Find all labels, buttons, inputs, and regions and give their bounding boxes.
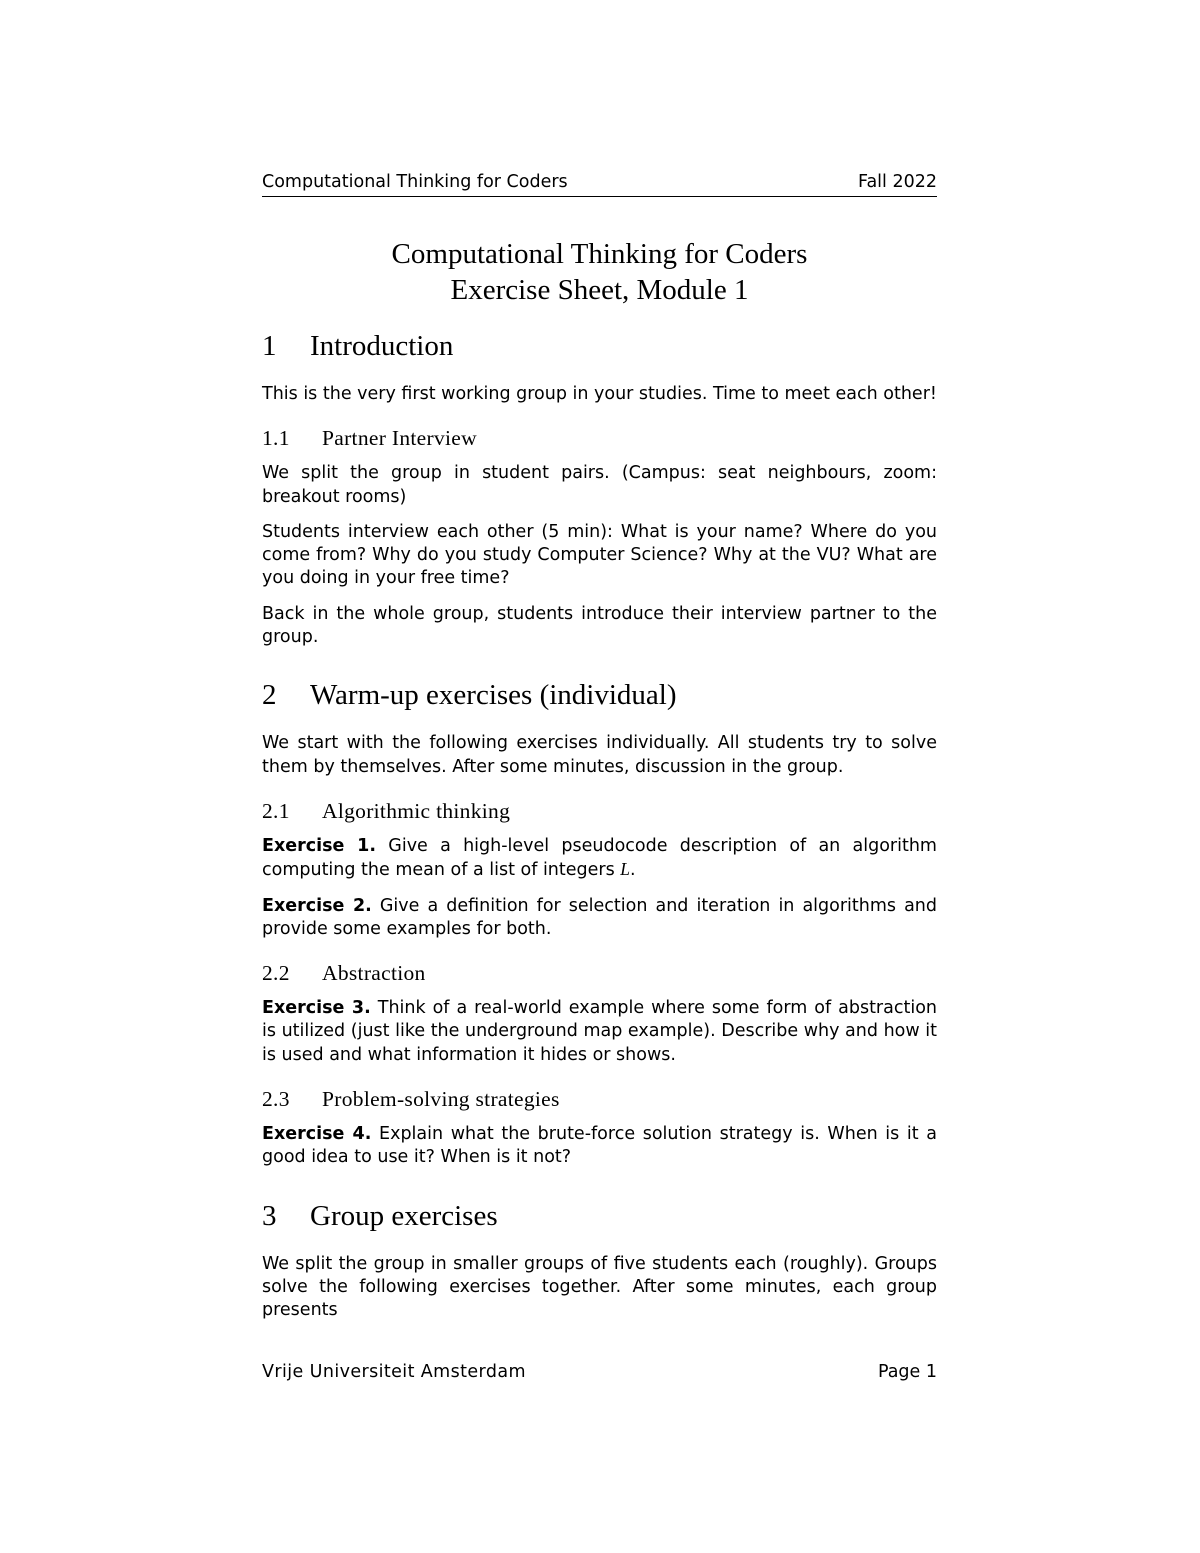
- section-heading-introduction: [262, 328, 937, 364]
- paragraph-interview: Students interview each other (5 min): What is your name? Where do you come from? Why do you study Computer Science? Why at the VU? What are you doing in your free time?: [262, 521, 937, 589]
- subsection-title: Algorithmic thinking: [322, 798, 511, 823]
- paragraph-pairs: We split the group in student pairs. (Campus: seat neighbours, zoom: breakout rooms): [262, 463, 937, 507]
- exercise-text: Think of a real-world example where some form of abstraction is utilized (just like the underground map example). Describe why and how it is used and what information it hides or shows.: [262, 998, 937, 1065]
- section-number: 2: [262, 679, 277, 712]
- subsection-heading-abstraction: [262, 959, 937, 987]
- footer-page-number: Page 1: [877, 1362, 937, 1382]
- subsection-number: 1.1: [262, 426, 290, 451]
- document-body: [262, 328, 937, 1335]
- exercise-label: Exercise 4.: [262, 1124, 372, 1145]
- math-variable: L: [620, 859, 631, 880]
- section-number: 3: [262, 1199, 277, 1232]
- subsection-heading-partner-interview: [262, 424, 937, 452]
- section-title: Group exercises: [310, 1199, 498, 1232]
- exercise-1: Exercise 1. Give a high-level pseudocode description of an algorithm computing the mean of a list of integers L.: [262, 835, 937, 881]
- paragraph-intro: This is the very first working group in your studies. Time to meet each other!: [262, 384, 937, 404]
- exercise-3: [262, 997, 937, 1067]
- exercise-2: [262, 895, 937, 942]
- exercise-text: Give a high-level pseudocode description of an algorithm computing the mean of a list of integers: [262, 835, 937, 881]
- header-course-title: Computational Thinking for Coders: [262, 172, 568, 192]
- page-header: [262, 172, 937, 197]
- section-title: Introduction: [310, 330, 454, 362]
- exercise-text: Explain what the brute-force solution strategy is. When is it a good idea to use it? When is it not?: [262, 1124, 937, 1168]
- section-number: 1: [262, 330, 277, 362]
- paragraph-back: Back in the whole group, students introduce their interview partner to the group.: [262, 603, 937, 648]
- subsection-heading-algorithmic-thinking: [262, 797, 937, 825]
- exercise-label: Exercise 3.: [262, 998, 371, 1019]
- subsection-number: 2.3: [262, 1087, 290, 1112]
- subsection-title: Problem-solving strategies: [322, 1087, 560, 1112]
- subsection-number: 2.2: [262, 961, 290, 986]
- title-line-2: Exercise Sheet, Module 1: [450, 274, 749, 306]
- exercise-label: Exercise 1.: [262, 835, 377, 856]
- paragraph-warmup: We start with the following exercises individually. All students try to solve them by themselves. After some minutes, discussion in the group.: [262, 733, 937, 777]
- exercise-4: [262, 1123, 937, 1170]
- document-title: [262, 236, 937, 308]
- exercise-text: Give a definition for selection and iteration in algorithms and provide some examples for both.: [262, 895, 937, 939]
- section-heading-warmup: [262, 677, 937, 713]
- paragraph-group: We split the group in smaller groups of five students each (roughly). Groups solve the following exercises together. After some minutes, each group presents: [262, 1253, 937, 1321]
- title-line-1: Computational Thinking for Coders: [391, 238, 808, 270]
- header-semester: Fall 2022: [857, 172, 937, 192]
- subsection-heading-problem-solving: [262, 1085, 937, 1113]
- subsection-title: Abstraction: [322, 961, 426, 986]
- footer-university: Vrije Universiteit Amsterdam: [262, 1362, 526, 1382]
- exercise-label: Exercise 2.: [262, 895, 372, 916]
- section-heading-group-exercises: [262, 1198, 937, 1234]
- subsection-number: 2.1: [262, 798, 290, 823]
- subsection-title: Partner Interview: [322, 426, 477, 451]
- section-title: Warm-up exercises (individual): [310, 679, 677, 712]
